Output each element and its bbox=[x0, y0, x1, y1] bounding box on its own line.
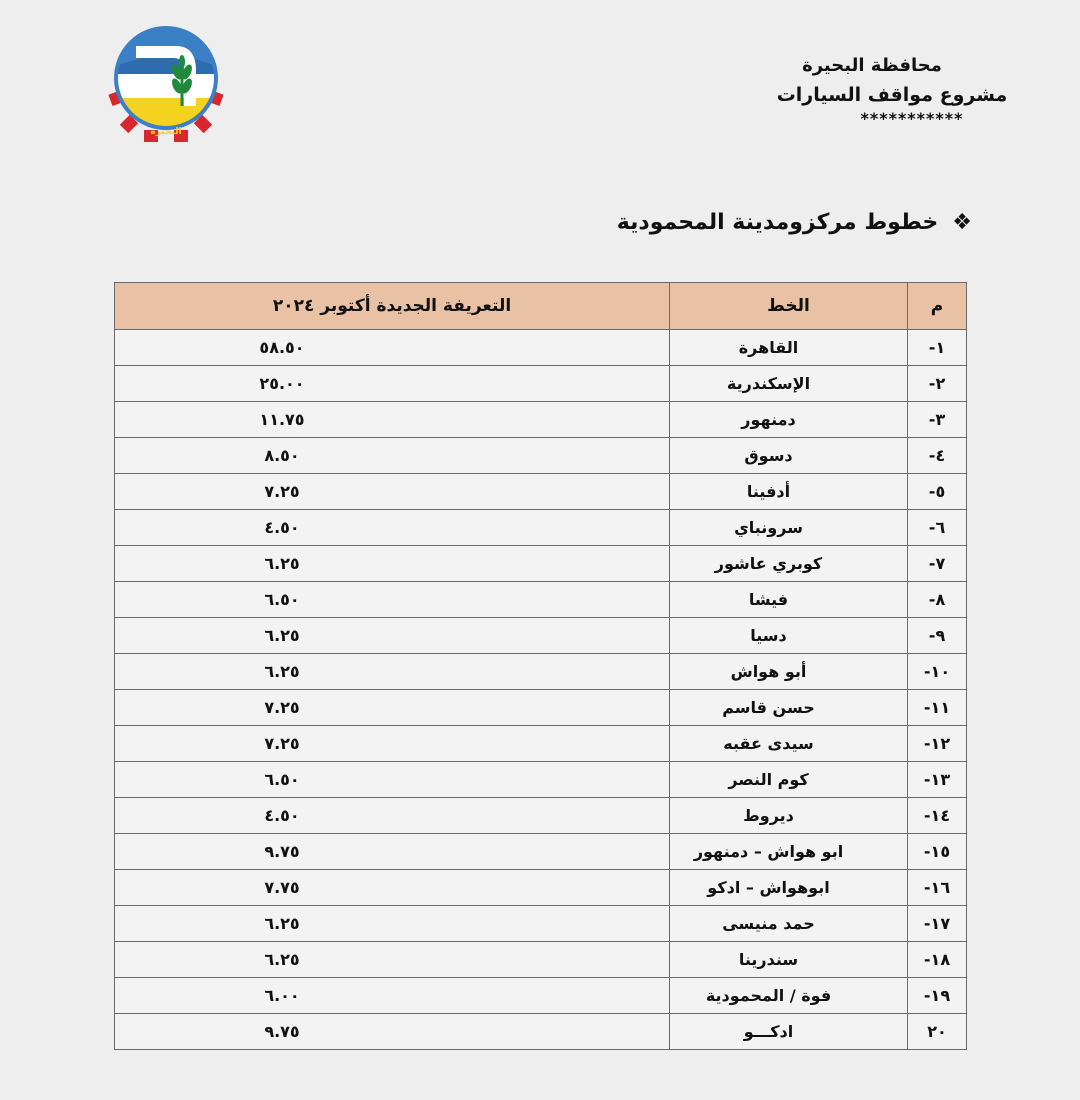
row-line-cell bbox=[670, 330, 908, 366]
row-line-cell bbox=[670, 618, 908, 654]
row-line: ادكـــو bbox=[743, 1022, 794, 1041]
section-title bbox=[617, 210, 972, 235]
row-number-cell bbox=[908, 1014, 967, 1050]
table-header-row bbox=[115, 283, 967, 330]
row-fare-cell bbox=[115, 798, 670, 834]
row-line: القاهرة bbox=[738, 338, 799, 357]
governorate-name: محافظة البحيرة bbox=[802, 55, 942, 76]
row-fare: ٨.٥٠ bbox=[264, 446, 300, 465]
table-row bbox=[115, 726, 967, 762]
table-row bbox=[115, 978, 967, 1014]
row-line: دسوق bbox=[744, 446, 793, 465]
row-fare-cell bbox=[115, 330, 670, 366]
row-fare: ٢٥.٠٠ bbox=[259, 374, 305, 393]
row-number: ١٤- bbox=[923, 806, 951, 825]
row-fare: ٦.٠٠ bbox=[264, 986, 300, 1005]
row-fare-cell bbox=[115, 870, 670, 906]
row-number: ٦- bbox=[928, 518, 946, 537]
bullet-icon: ❖ bbox=[952, 210, 972, 235]
row-line-cell bbox=[670, 690, 908, 726]
row-number-cell bbox=[908, 618, 967, 654]
row-fare: ٦.٢٥ bbox=[264, 914, 300, 933]
row-number-cell bbox=[908, 690, 967, 726]
row-line: دمنهور bbox=[741, 410, 796, 429]
row-fare-cell bbox=[115, 474, 670, 510]
header-fare: التعريفة الجديدة أكتوبر ٢٠٢٤ bbox=[115, 283, 670, 330]
row-fare-cell bbox=[115, 1014, 670, 1050]
row-line: ابوهواش – ادكو bbox=[707, 878, 830, 897]
row-fare: ٧.٢٥ bbox=[264, 734, 300, 753]
row-fare-cell bbox=[115, 762, 670, 798]
row-fare-cell bbox=[115, 942, 670, 978]
row-number: ٨- bbox=[928, 590, 946, 609]
row-fare-cell bbox=[115, 834, 670, 870]
row-number: ٣- bbox=[928, 410, 946, 429]
row-number-cell bbox=[908, 654, 967, 690]
row-number: ١١- bbox=[923, 698, 951, 717]
row-fare-cell bbox=[115, 510, 670, 546]
row-fare-cell bbox=[115, 690, 670, 726]
row-line-cell bbox=[670, 978, 908, 1014]
row-fare: ٩.٧٥ bbox=[264, 842, 300, 861]
table-row bbox=[115, 1014, 967, 1050]
row-fare: ٦.٥٠ bbox=[264, 770, 300, 789]
row-line-cell bbox=[670, 654, 908, 690]
row-number: ٢٠ bbox=[927, 1022, 947, 1041]
row-fare: ٦.٢٥ bbox=[264, 554, 300, 573]
row-line: حسن قاسم bbox=[722, 698, 815, 717]
row-line-cell bbox=[670, 870, 908, 906]
row-line: الإسكندرية bbox=[726, 374, 811, 393]
row-number-cell bbox=[908, 366, 967, 402]
project-name: مشروع مواقف السيارات bbox=[776, 84, 1008, 106]
header-line: الخط bbox=[670, 283, 908, 330]
table-row bbox=[115, 834, 967, 870]
row-fare-cell bbox=[115, 366, 670, 402]
row-number-cell bbox=[908, 402, 967, 438]
row-fare: ٧.٧٥ bbox=[264, 878, 300, 897]
row-line-cell bbox=[670, 726, 908, 762]
row-number-cell bbox=[908, 582, 967, 618]
row-fare-cell bbox=[115, 546, 670, 582]
row-number: ١٧- bbox=[923, 914, 951, 933]
row-line-cell bbox=[670, 474, 908, 510]
row-fare: ٤.٥٠ bbox=[264, 518, 300, 537]
table-row bbox=[115, 762, 967, 798]
row-line-cell bbox=[670, 798, 908, 834]
row-number-cell bbox=[908, 546, 967, 582]
table-row bbox=[115, 330, 967, 366]
row-number-cell bbox=[908, 510, 967, 546]
header-block bbox=[762, 52, 1022, 128]
row-number-cell bbox=[908, 870, 967, 906]
row-line-cell bbox=[670, 1014, 908, 1050]
row-fare-cell bbox=[115, 438, 670, 474]
row-line-cell bbox=[670, 402, 908, 438]
row-line-cell bbox=[670, 438, 908, 474]
row-fare: ٦.٢٥ bbox=[264, 950, 300, 969]
table-row bbox=[115, 906, 967, 942]
row-number: ١٦- bbox=[923, 878, 951, 897]
stars-divider: *********** bbox=[860, 109, 964, 128]
table-row bbox=[115, 582, 967, 618]
row-fare: ٦.٢٥ bbox=[264, 626, 300, 645]
row-line-cell bbox=[670, 834, 908, 870]
row-number: ١٥- bbox=[923, 842, 951, 861]
row-fare: ٥٨.٥٠ bbox=[259, 338, 305, 357]
table-row bbox=[115, 438, 967, 474]
row-line: سندرينا bbox=[738, 950, 799, 969]
row-number: ١٩- bbox=[923, 986, 951, 1005]
row-fare: ٦.٢٥ bbox=[264, 662, 300, 681]
row-number-cell bbox=[908, 474, 967, 510]
governorate-logo bbox=[106, 26, 226, 146]
row-number-cell bbox=[908, 834, 967, 870]
section-title-text: خطوط مركزومدينة المحمودية bbox=[616, 210, 939, 235]
table-row bbox=[115, 402, 967, 438]
row-number-cell bbox=[908, 726, 967, 762]
row-line: فوة / المحمودية bbox=[705, 986, 832, 1005]
row-line-cell bbox=[670, 906, 908, 942]
row-fare-cell bbox=[115, 906, 670, 942]
row-line: ديروط bbox=[743, 806, 794, 825]
row-number-cell bbox=[908, 798, 967, 834]
row-fare: ٧.٢٥ bbox=[264, 698, 300, 717]
row-line: كوم النصر bbox=[728, 770, 809, 789]
row-line-cell bbox=[670, 510, 908, 546]
row-number: ١٠- bbox=[923, 662, 951, 681]
row-number: ١٨- bbox=[923, 950, 951, 969]
row-number: ٤- bbox=[928, 446, 946, 465]
row-fare: ٦.٥٠ bbox=[264, 590, 300, 609]
row-line: سيدى عقبه bbox=[723, 734, 814, 753]
table-row bbox=[115, 618, 967, 654]
row-line: سرونباي bbox=[734, 518, 803, 537]
row-fare-cell bbox=[115, 978, 670, 1014]
row-line: كوبري عاشور bbox=[714, 554, 823, 573]
row-number-cell bbox=[908, 438, 967, 474]
row-number: ١٢- bbox=[923, 734, 951, 753]
row-number: ٥- bbox=[928, 482, 946, 501]
row-fare-cell bbox=[115, 618, 670, 654]
row-number-cell bbox=[908, 762, 967, 798]
row-line-cell bbox=[670, 366, 908, 402]
row-fare: ١١.٧٥ bbox=[259, 410, 305, 429]
row-fare: ٤.٥٠ bbox=[264, 806, 300, 825]
row-number-cell bbox=[908, 978, 967, 1014]
table-row bbox=[115, 798, 967, 834]
row-number: ١- bbox=[928, 338, 946, 357]
row-number-cell bbox=[908, 906, 967, 942]
row-line-cell bbox=[670, 942, 908, 978]
row-line: أدفينا bbox=[746, 482, 791, 501]
row-number: ٩- bbox=[928, 626, 946, 645]
fares-table bbox=[114, 282, 967, 1050]
row-fare: ٩.٧٥ bbox=[264, 1022, 300, 1041]
row-number: ٧- bbox=[928, 554, 946, 573]
row-line-cell bbox=[670, 762, 908, 798]
row-line: فيشا bbox=[748, 590, 789, 609]
row-number: ١٣- bbox=[923, 770, 951, 789]
row-number-cell bbox=[908, 330, 967, 366]
row-number: ٢- bbox=[928, 374, 946, 393]
table-row bbox=[115, 690, 967, 726]
table-row bbox=[115, 942, 967, 978]
header-num: م bbox=[908, 283, 967, 330]
row-fare-cell bbox=[115, 582, 670, 618]
logo-text: البحيرة bbox=[150, 127, 182, 137]
row-line-cell bbox=[670, 546, 908, 582]
table-row bbox=[115, 546, 967, 582]
row-line: حمد منيسى bbox=[722, 914, 815, 933]
row-line: أبو هواش bbox=[730, 662, 807, 681]
table-row bbox=[115, 474, 967, 510]
row-fare-cell bbox=[115, 654, 670, 690]
row-fare: ٧.٢٥ bbox=[264, 482, 300, 501]
row-fare-cell bbox=[115, 402, 670, 438]
row-fare-cell bbox=[115, 726, 670, 762]
table-row bbox=[115, 654, 967, 690]
row-line: دسيا bbox=[750, 626, 787, 645]
table-row bbox=[115, 510, 967, 546]
row-line-cell bbox=[670, 582, 908, 618]
row-number-cell bbox=[908, 942, 967, 978]
row-line: ابو هواش – دمنهور bbox=[693, 842, 844, 861]
table-row bbox=[115, 870, 967, 906]
table-row bbox=[115, 366, 967, 402]
